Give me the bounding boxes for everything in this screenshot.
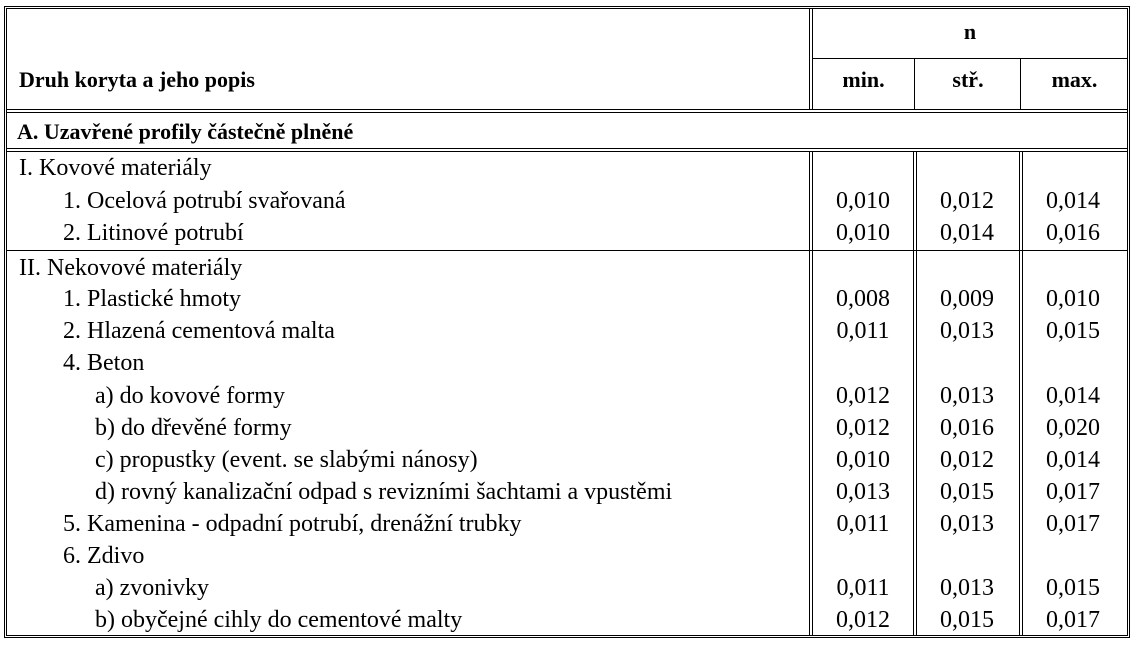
row-mid: 0,009: [940, 286, 994, 312]
table-row: [7, 444, 1127, 476]
row-label: d) rovný kanalizační odpad s revizními šachtami a vpustěmi: [95, 479, 673, 505]
row-max: 0,010: [1046, 286, 1100, 312]
row-max: 0,020: [1046, 415, 1100, 441]
row-mid: 0,012: [940, 188, 994, 214]
row-min: 0,011: [836, 318, 890, 344]
table-row: [7, 540, 1127, 572]
table-row: [7, 217, 1127, 249]
row-max: 0,017: [1046, 607, 1100, 633]
group-title-row: [7, 152, 1127, 184]
section-title: A. Uzavřené profily částečně plněné: [17, 119, 354, 144]
row-min: 0,011: [836, 511, 890, 537]
row-max: 0,014: [1046, 447, 1100, 473]
row-max: 0,017: [1046, 511, 1100, 537]
row-min: 0,012: [836, 383, 890, 409]
header-bottom-rule: [7, 109, 1127, 113]
row-label: b) obyčejné cihly do cementové malty: [95, 607, 463, 633]
row-max: 0,015: [1046, 575, 1100, 601]
row-label: 2. Litinové potrubí: [63, 220, 244, 246]
table-row: [7, 283, 1127, 315]
row-mid: 0,013: [940, 575, 994, 601]
row-max: 0,015: [1046, 318, 1100, 344]
table-row: [7, 412, 1127, 444]
row-max: 0,016: [1046, 220, 1100, 246]
row-mid: 0,013: [940, 511, 994, 537]
row-mid: 0,013: [940, 383, 994, 409]
row-max: 0,017: [1046, 479, 1100, 505]
row-min: 0,010: [836, 188, 890, 214]
table-row: [7, 185, 1127, 217]
table-row: [7, 315, 1127, 347]
table-row: [7, 604, 1127, 636]
row-label: 2. Hlazená cementová malta: [63, 318, 335, 344]
row-mid: 0,014: [940, 220, 994, 246]
header-mid: stř.: [952, 67, 984, 92]
header-description: Druh koryta a jeho popis: [19, 67, 255, 92]
row-min: 0,010: [836, 220, 890, 246]
row-max: 0,014: [1046, 188, 1100, 214]
table-row: [7, 347, 1127, 379]
header-max: max.: [1051, 67, 1098, 92]
row-label: 4. Beton: [63, 350, 145, 376]
row-min: 0,011: [836, 575, 890, 601]
row-label: 6. Zdivo: [63, 543, 145, 569]
header-min: min.: [842, 67, 885, 92]
row-max: 0,014: [1046, 383, 1100, 409]
group-divider: [7, 250, 1127, 251]
row-min: 0,012: [836, 415, 890, 441]
row-label: 1. Ocelová potrubí svařovaná: [63, 188, 346, 214]
header-desc-divider: [809, 9, 813, 110]
group-title: II. Nekovové materiály: [19, 255, 243, 281]
table-row: [7, 380, 1127, 412]
header-n: n: [963, 19, 977, 44]
row-label: c) propustky (event. se slabými nánosy): [95, 447, 478, 473]
row-label: 1. Plastické hmoty: [63, 286, 241, 312]
group-title: I. Kovové materiály: [19, 155, 212, 181]
row-mid: 0,013: [940, 318, 994, 344]
row-min: 0,008: [836, 286, 890, 312]
row-mid: 0,012: [940, 447, 994, 473]
header-n-divider: [813, 58, 1127, 59]
table-row: [7, 508, 1127, 540]
row-label: b) do dřevěné formy: [95, 415, 292, 441]
row-min: 0,010: [836, 447, 890, 473]
row-mid: 0,016: [940, 415, 994, 441]
header-col-divider-1: [914, 58, 915, 110]
row-mid: 0,015: [940, 607, 994, 633]
row-label: a) do kovové formy: [95, 383, 285, 409]
group-title-row: [7, 252, 1127, 284]
table-row: [7, 476, 1127, 508]
row-min: 0,012: [836, 607, 890, 633]
roughness-table: [4, 6, 1130, 638]
table-row: [7, 572, 1127, 604]
row-label: 5. Kamenina - odpadní potrubí, drenážní trubky: [63, 511, 522, 537]
row-mid: 0,015: [940, 479, 994, 505]
row-label: a) zvonivky: [95, 575, 209, 601]
row-min: 0,013: [836, 479, 890, 505]
header-col-divider-2: [1020, 58, 1021, 110]
